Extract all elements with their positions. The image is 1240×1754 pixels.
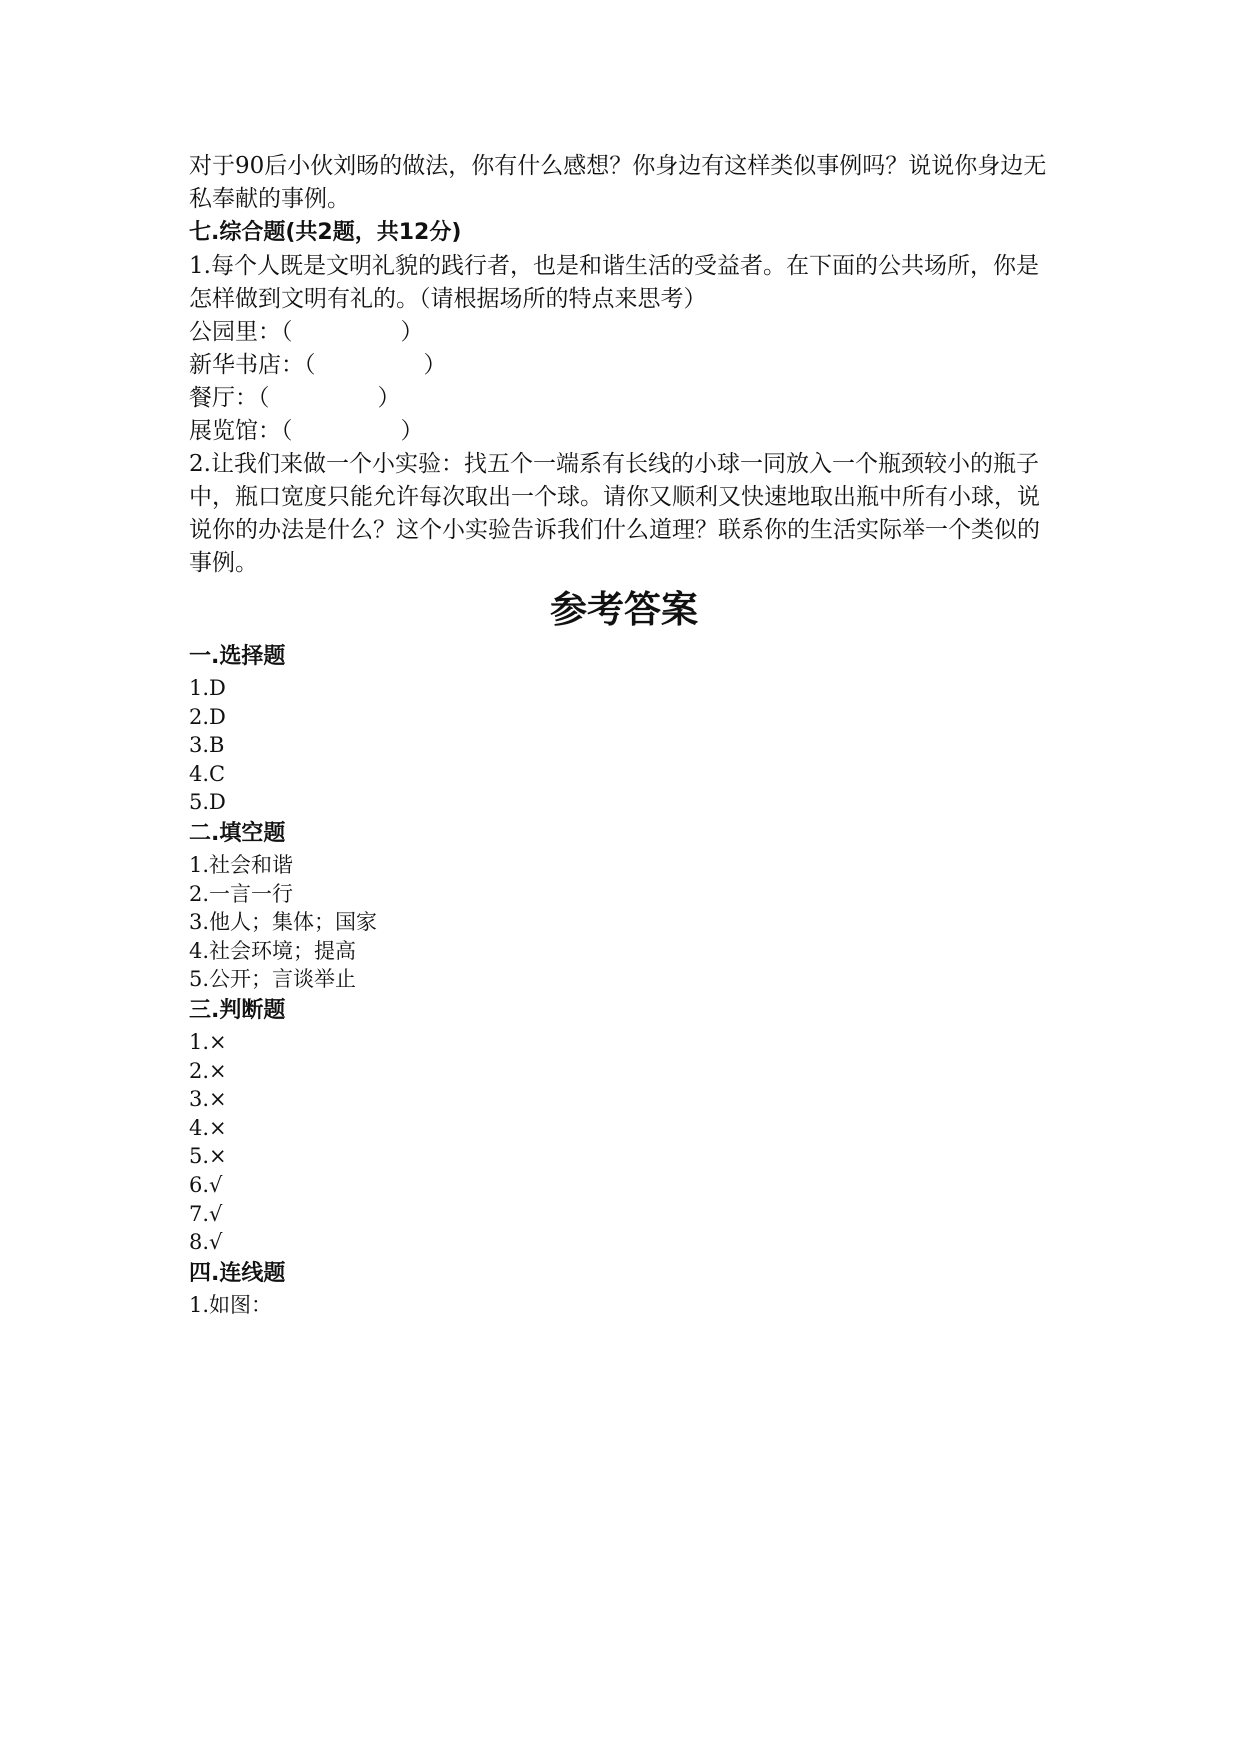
answer-section-heading: 二.填空题	[189, 820, 286, 846]
answer-item: 3.×	[189, 1087, 227, 1112]
blank-close: ）	[423, 352, 447, 378]
answer-item: 1.如图：	[189, 1292, 273, 1317]
blank-label: 展览馆：（	[189, 418, 293, 444]
answer-item: 4.社会环境；提高	[189, 938, 357, 963]
answer-item: 3.B	[189, 733, 225, 758]
answer-section-heading: 四.连线题	[189, 1260, 286, 1286]
answer-item: 4.C	[189, 761, 226, 786]
blank-close: ）	[377, 385, 401, 411]
answer-item: 5.D	[189, 790, 226, 815]
blank-line-exhibition	[189, 415, 1059, 448]
answer-item: 2.×	[189, 1058, 227, 1083]
blank-label: 新华书店：（	[189, 352, 316, 378]
answer-item: 3.他人；集体；国家	[189, 910, 378, 935]
answer-item: 1.D	[189, 676, 226, 700]
answer-item: 2.D	[189, 704, 226, 729]
answer-item: 1.×	[189, 1029, 227, 1054]
answer-item: 8.√	[189, 1230, 223, 1255]
section7-question-1: 1.每个人既是文明礼貌的践行者，也是和谐生活的受益者。在下面的公共场所，你是怎样做到文明有礼的。（请根据场所的特点来思考）	[189, 253, 1039, 312]
document-page	[189, 150, 1059, 1319]
blank-line-bookstore	[189, 349, 1059, 382]
blank-label: 餐厅：（	[189, 385, 270, 411]
blank-close: ）	[400, 319, 424, 345]
blank-close: ）	[400, 418, 424, 444]
answer-item: 6.√	[189, 1172, 223, 1197]
answer-item: 2.一言一行	[189, 881, 294, 906]
answer-item: 5.×	[189, 1144, 227, 1169]
answer-section-heading: 三.判断题	[189, 997, 286, 1023]
answer-key-title: 参考答案	[550, 588, 698, 631]
section7-heading: 七.综合题(共2题，共12分)	[189, 220, 462, 245]
blank-line-restaurant	[189, 382, 1059, 415]
section7-question-2: 2.让我们来做一个小实验：找五个一端系有长线的小球一同放入一个瓶颈较小的瓶子中，瓶口宽度只能允许每次取出一个球。请你又顺利又快速地取出瓶中所有小球，说说你的办法是什么？这个小实验告诉我们什么道理？联系你的生活实际举一个类似的事例。	[189, 451, 1040, 576]
answer-section-heading: 一.选择题	[189, 644, 286, 669]
answer-item: 5.公开；言谈举止	[189, 967, 357, 992]
answer-item: 7.√	[189, 1201, 223, 1226]
blank-label: 公园里：（	[189, 319, 293, 345]
blank-line-park	[189, 316, 1059, 349]
answer-item: 4.×	[189, 1115, 227, 1140]
question-tail-text: 对于90后小伙刘旸的做法，你有什么感想？你身边有这样类似事例吗？说说你身边无私奉献的事例。	[189, 153, 1047, 212]
answer-item: 1.社会和谐	[189, 852, 294, 877]
